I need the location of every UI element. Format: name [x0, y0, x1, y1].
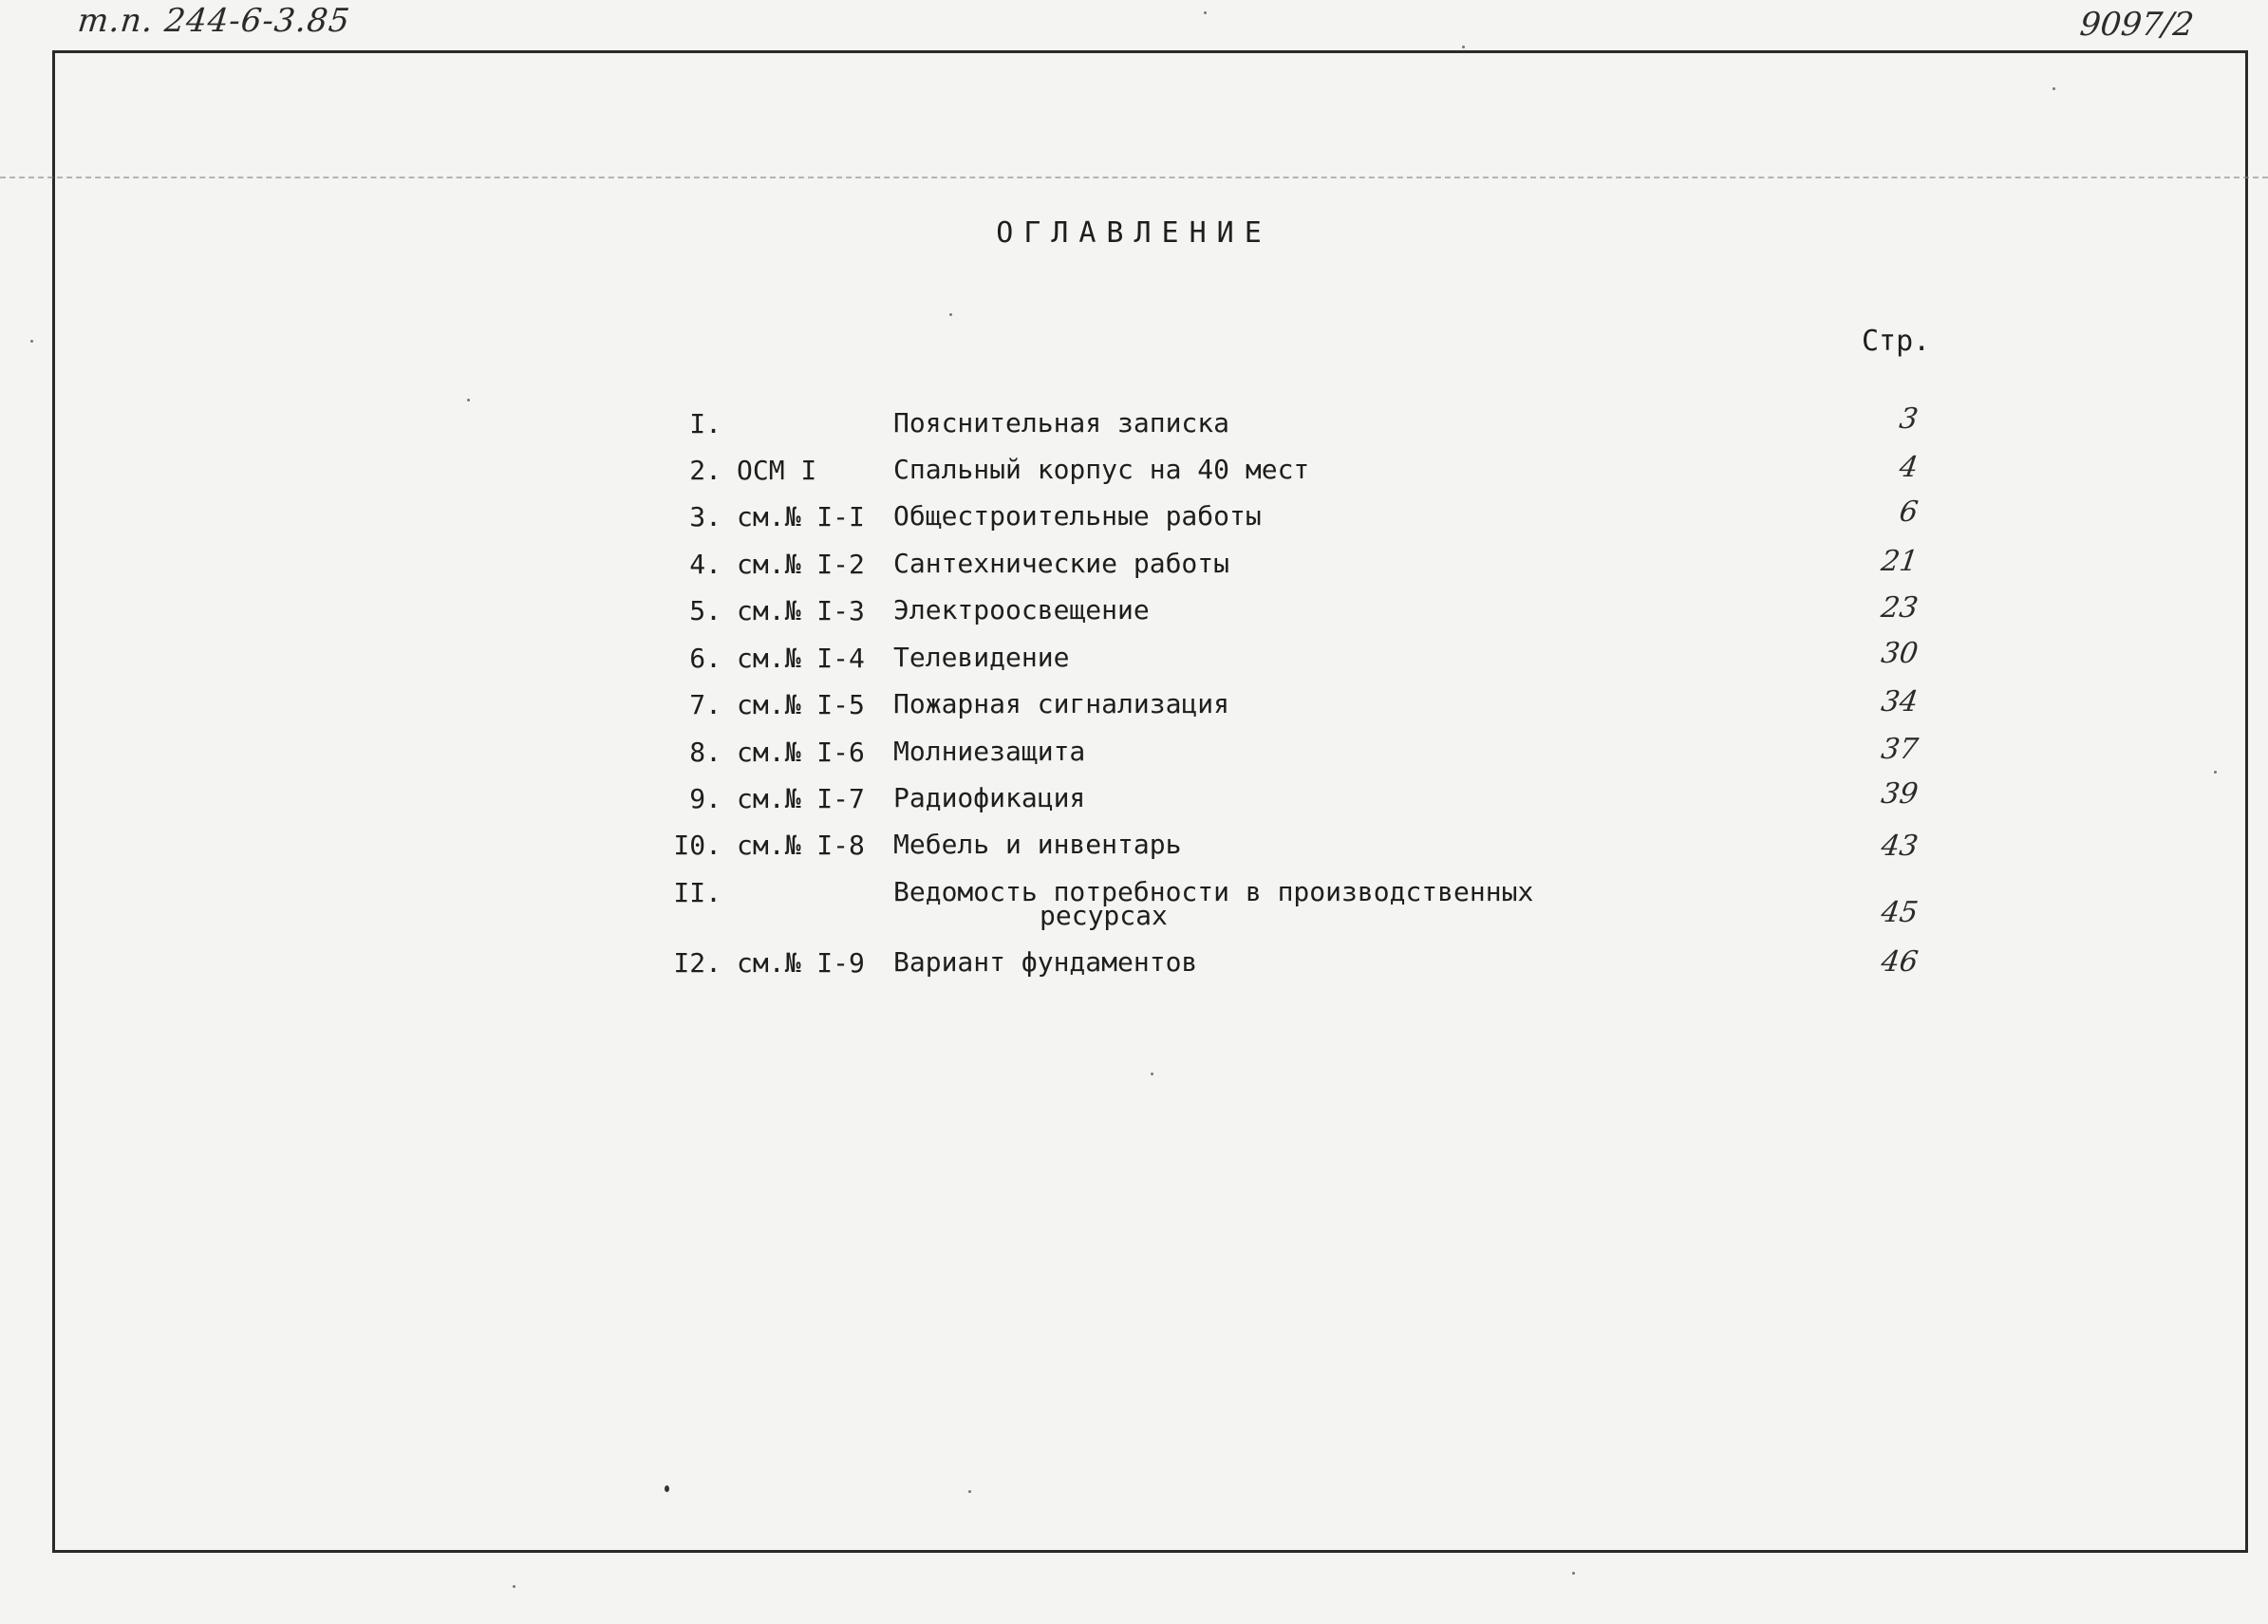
- item-number: 5.: [689, 595, 722, 626]
- scan-speck: [1151, 1073, 1153, 1075]
- item-title: Телевидение: [893, 642, 1070, 673]
- item-code: ОСМ I: [737, 455, 817, 486]
- toc-row: [0, 495, 2268, 547]
- item-page: 39: [1879, 777, 1921, 811]
- scan-speck: [949, 313, 952, 316]
- item-title-line1: Ведомость потребности в производственных: [893, 876, 1534, 907]
- item-number: I0.: [673, 830, 722, 861]
- item-page: 21: [1879, 545, 1921, 578]
- scan-speck: [1462, 46, 1465, 48]
- item-title: Пояснительная записка: [893, 407, 1230, 439]
- item-page: 34: [1879, 685, 1921, 719]
- item-page: 37: [1879, 733, 1921, 766]
- item-title: Спальный корпус на 40 мест: [893, 454, 1310, 485]
- item-title: [893, 876, 1534, 931]
- item-page: 23: [1879, 591, 1921, 625]
- item-number: 8.: [689, 737, 722, 768]
- toc-row: [0, 830, 2268, 875]
- item-page: 45: [1879, 896, 1921, 929]
- item-code: см.№ I-9: [737, 947, 865, 979]
- item-number: 2.: [689, 455, 722, 486]
- item-number: II.: [673, 877, 722, 908]
- document-code: т.п. 244-6-3.85: [75, 2, 352, 40]
- toc-title: ОГЛАВЛЕНИЕ: [996, 216, 1272, 250]
- item-number: I.: [689, 408, 722, 439]
- item-code: см.№ I-7: [737, 783, 865, 814]
- item-number: I2.: [673, 947, 722, 979]
- item-number: 9.: [689, 783, 722, 814]
- item-code: см.№ I-8: [737, 830, 865, 861]
- item-number: 4.: [689, 549, 722, 580]
- toc-row: [0, 877, 2268, 943]
- item-code: см.№ I-2: [737, 549, 865, 580]
- scan-speck: [968, 1490, 971, 1493]
- toc-row: [0, 591, 2268, 641]
- item-title: Мебель и инвентарь: [893, 829, 1182, 860]
- item-page: 4: [1897, 451, 1921, 484]
- scan-speck: [2214, 771, 2217, 774]
- toc-row: [0, 637, 2268, 688]
- item-number: 6.: [689, 643, 722, 674]
- item-title: Сантехнические работы: [893, 548, 1230, 579]
- item-page: 46: [1879, 945, 1921, 979]
- item-number: 7.: [689, 689, 722, 720]
- toc-row: [0, 402, 2268, 454]
- fold-line: [0, 177, 2268, 178]
- scan-speck: [30, 340, 33, 343]
- toc-row: [0, 685, 2268, 735]
- item-code: см.№ I-5: [737, 689, 865, 720]
- sheet-number: 9097/2: [2078, 6, 2197, 44]
- item-page: 43: [1879, 830, 1921, 863]
- scan-speck: [2052, 87, 2055, 90]
- item-page: 3: [1897, 402, 1921, 436]
- item-title: Электроосвещение: [893, 594, 1150, 625]
- item-title: Общестроительные работы: [893, 500, 1262, 532]
- item-page: 30: [1879, 637, 1921, 670]
- toc-row: [0, 733, 2268, 782]
- item-title: Вариант фундаментов: [893, 946, 1198, 978]
- scan-speck: [1572, 1572, 1575, 1575]
- item-code: см.№ I-4: [737, 643, 865, 674]
- scan-speck: [467, 399, 470, 401]
- item-code: см.№ I-6: [737, 737, 865, 768]
- item-page: 6: [1897, 495, 1921, 529]
- item-code: см.№ I-I: [737, 501, 865, 532]
- item-title: Молниезащита: [893, 736, 1086, 767]
- toc-row: [0, 947, 2268, 993]
- toc-row: [0, 777, 2268, 829]
- toc-row: [0, 451, 2268, 500]
- scan-speck: [1204, 11, 1207, 14]
- item-title: Пожарная сигнализация: [893, 688, 1230, 719]
- scan-speck: [513, 1585, 515, 1588]
- item-title-line2: ресурсах: [1040, 900, 1168, 931]
- item-number: 3.: [689, 501, 722, 532]
- toc-row: [0, 545, 2268, 594]
- item-title: Радиофикация: [893, 782, 1086, 813]
- scan-speck: [665, 1485, 669, 1492]
- page-column-label: Стр.: [1862, 325, 1931, 358]
- item-code: см.№ I-3: [737, 595, 865, 626]
